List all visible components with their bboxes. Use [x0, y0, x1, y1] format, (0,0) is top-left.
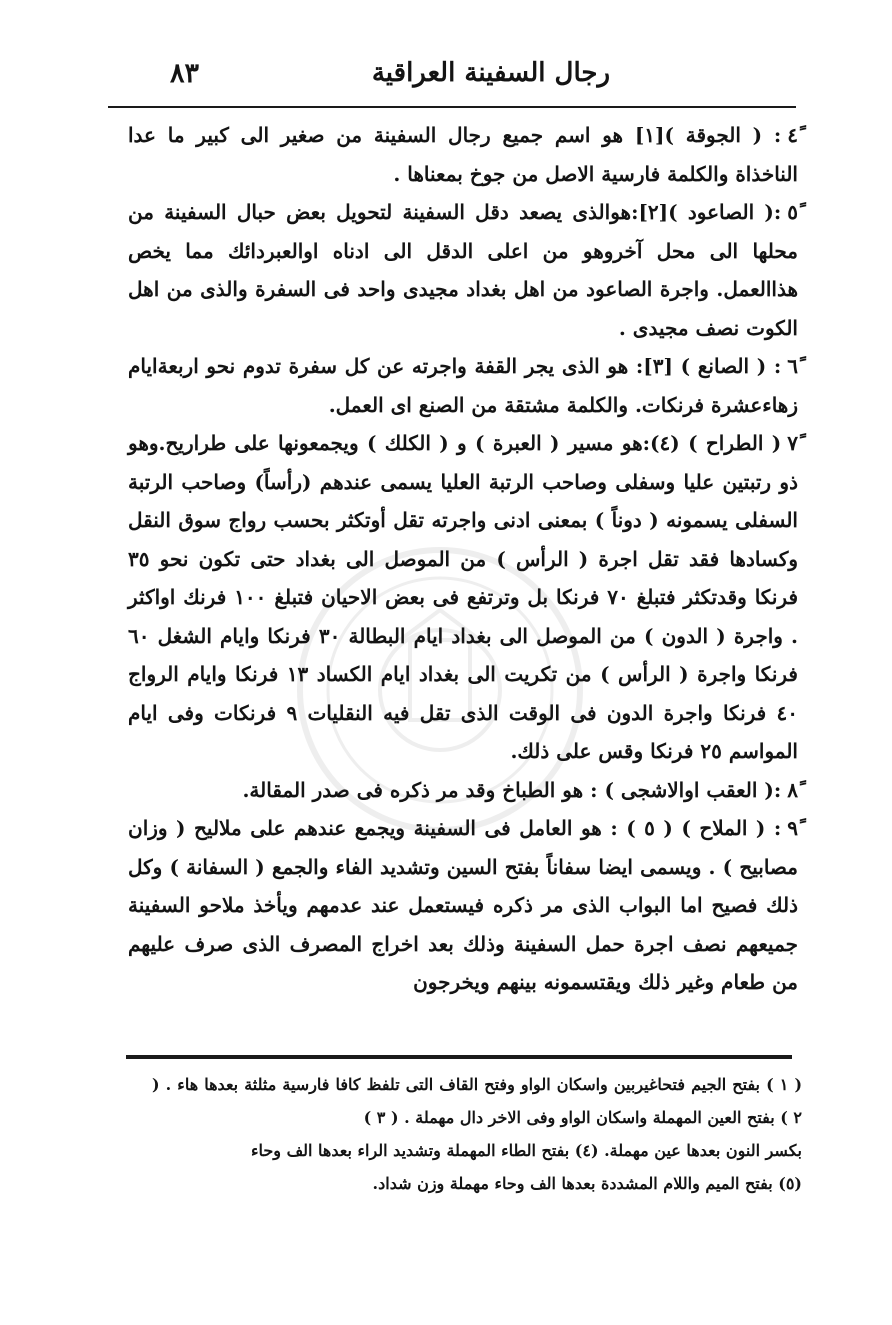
header-rule [108, 106, 796, 108]
entry-number: ٩ً [787, 816, 798, 840]
page-number: ٨٣ [170, 58, 200, 89]
body-text [128, 116, 798, 1002]
entry-text: :( الصاعود )[٢]:هوالذى يصعد دقل السفينة لتحويل بعض حبال السفينة من محلها الى محل آخروهو من اعلى الدقل الى ادناه اوالعبردائك مما يخص هذاالعمل. واجرة الصاعود من اهل بغداد مجيدى واحد فى السفرة والذى من اهل الكوت نصف مجيدى . [128, 200, 798, 340]
footnote-line: (٥) بفتح الميم واللام المشددة بعدها الف وحاء مهملة وزن شداد. [372, 1174, 802, 1193]
entry-7 [128, 424, 798, 771]
entry-5 [128, 193, 798, 347]
entry-number: ٨ً [787, 777, 798, 802]
running-title: رجال السفينة العراقية [371, 58, 610, 88]
entry-text: :( العقب اوالاشجى ) : هو الطباخ وقد مر ذكره فى صدر المقالة. [242, 777, 782, 802]
entry-text: : ( الصانع ) [٣]: هو الذى يجر القفة واجرته عن كل سفرة تدوم نحو اربعةايام زهاءعشرة فرنكات. والكلمة مشتقة من الصنع اى العمل. [128, 354, 798, 417]
entry-4 [128, 116, 798, 193]
footnote-line: بكسر النون بعدها عين مهملة. (٤) بفتح الطاء المهملة وتشديد الراء بعدها الف وحاء [250, 1141, 802, 1160]
entry-number: ٧ً [787, 431, 798, 455]
footnote-line: ( ١ ) بفتح الجيم فتحاغيربين واسكان الواو وفتح القاف التى تلفظ كافا فارسية مثلثة بعدها هاء . ( ٢ ) بفتح العين المهملة واسكان الواو وفى الاخر دال مهملة . ( ٣ ) [152, 1075, 803, 1127]
entry-number: ٤ً [787, 123, 799, 147]
entry-6 [128, 347, 798, 424]
entry-text: ( الطراح ) (٤):هو مسير ( العبرة ) و ( الكلك ) ويجمعونها على طراريح.وهو ذو رتبتين عليا وسفلى وصاحب الرتبة العليا يسمى عندهم (رأساً) وصاحب الرتبة السفلى يسمونه ( دوناً ) بمعنى ادنى واجرته تقل أوتكثر بحسب رواج سوق النقل وكسادها فقد تقل اجرة ( الرأس ) من الموصل الى بغداد حتى تكون نحو ٣٥ فرنكا وقدتكثر فتبلغ ٧٠ فرنكا بل وترتفع فى بعض الاحيان فتبلغ ١٠٠ فرنك اواكثر . واجرة ( الدون ) من الموصل الى بغداد ايام البطالة ٣٠ فرنكا وايام الشغل ٦٠ فرنكا واجرة ( الرأس ) من تكريت الى بغداد ايام الكساد ١٣ فرنكا وايام الرواج ٤٠ فرنكا واجرة الدون فى الوقت الذى تقل فيه النقليات ٩ فرنكات وفى ايام المواسم ٢٥ فرنكا وقس على ذلك. [128, 431, 799, 763]
entry-text: : ( الملاح ) ( ٥ ) : هو العامل فى السفينة ويجمع عندهم على ملاليح ( وزان مصابيح ) . ويسمى ايضا سفاناً بفتح السين وتشديد الفاء والجمع ( السفانة ) وكل ذلك فصيح اما البواب الذى مر ذكره فيستعمل عند عدمهم ويأخذ ملاحو السفينة جميعهم نصف اجرة حمل السفينة وذلك بعد اخراج المصرف الذى صرف عليهم من طعام وغير ذلك ويقتسمونه بينهم ويخرجون [128, 816, 798, 994]
entry-text: : ( الجوقة )[١] هو اسم جميع رجال السفينة من صغير الى كبير ما عدا الناخذاة والكلمة فارسية الاصل من جوخ بمعناها . [128, 123, 798, 186]
entry-number: ٦ً [787, 354, 798, 378]
running-header [110, 52, 800, 102]
entry-9 [128, 809, 798, 1002]
footnote-rule [126, 1055, 792, 1059]
entry-8 [128, 771, 798, 810]
footnotes [152, 1068, 802, 1200]
entry-number: ٥ً [787, 200, 798, 224]
